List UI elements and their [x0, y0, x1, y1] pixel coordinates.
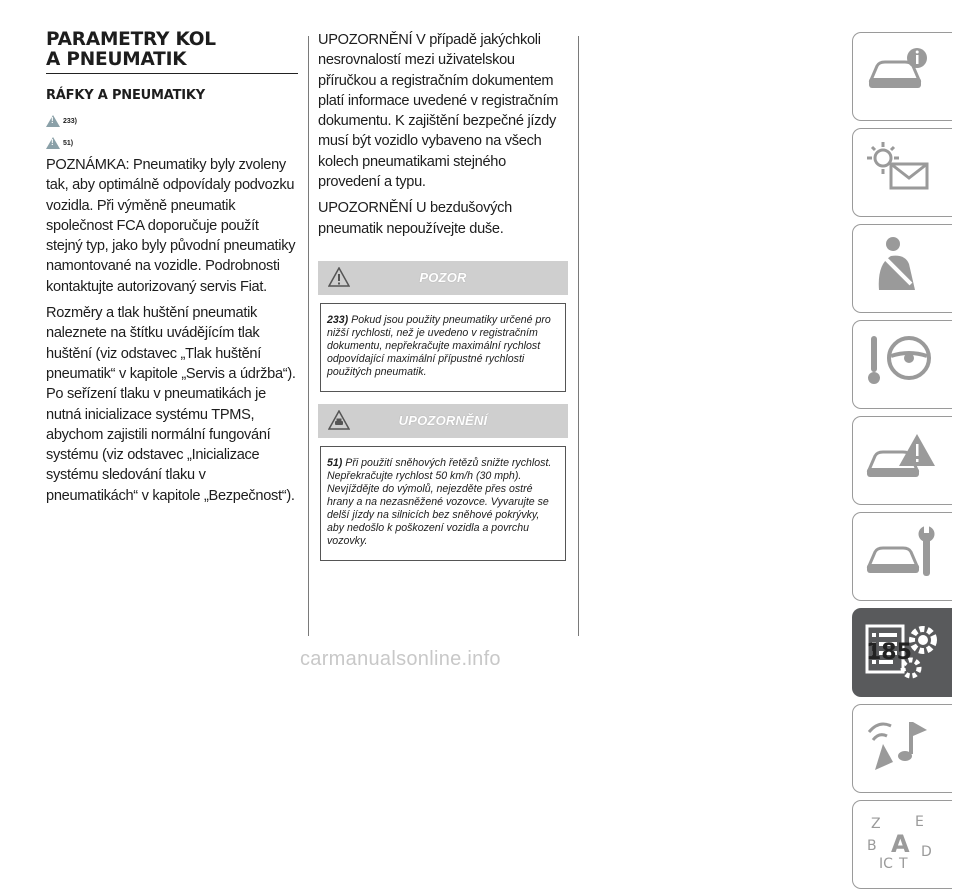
- warning-icon: [328, 267, 350, 287]
- warning-box-body: [320, 303, 566, 392]
- caution-reference[interactable]: [46, 129, 298, 149]
- left-column: [46, 30, 298, 506]
- tab-index[interactable]: [852, 800, 952, 889]
- section-title: [46, 30, 298, 74]
- subsection-title: RÁFKY A PNEUMATIKY: [46, 88, 205, 103]
- warning-number: 233): [327, 313, 349, 326]
- caution-reference-number: 51): [63, 140, 74, 147]
- multimedia-note-icon: [865, 714, 935, 774]
- caution-triangle-icon: [46, 137, 60, 149]
- caution-text: Při použití sněhových řetězů snižte rychlost. Nepřekračujte rychlost 50 km/h (30 mph). Nevjíždějte do výmolů, nejezděte přes ostré hrany a na nezasněžené vozovce. Vyvarujte se delší jízdy na silnicích bez sněhové pokrývky, aby nedošlo k poškození vozidla a povrchu vozovky.: [327, 456, 552, 547]
- chapter-tabs: [852, 32, 960, 896]
- svg-text:B: B: [867, 838, 877, 854]
- column-divider-right: [578, 36, 579, 636]
- warning-text: Pokud jsou použity pneumatiky určené pro nižší rychlosti, než je uvedeno v registračním dokumentu, nepřekračujte maximální rychlost odpovídající maximální přípustné rychlosti použitých pneumatik.: [327, 313, 551, 378]
- car-breakdown-icon: [865, 426, 935, 486]
- caution-box-body: [320, 446, 566, 561]
- caution-box-title: UPOZORNĚNÍ: [398, 413, 488, 429]
- tab-safety[interactable]: [852, 224, 952, 313]
- warning-box-header: [318, 261, 568, 295]
- svg-text:D: D: [921, 844, 932, 860]
- tab-emergency[interactable]: [852, 416, 952, 505]
- tab-multimedia[interactable]: [852, 704, 952, 793]
- warning-reference-number: 233): [63, 118, 78, 125]
- svg-text:E: E: [915, 814, 924, 830]
- right-column: [318, 30, 568, 561]
- warning-triangle-icon: [46, 115, 60, 127]
- caution-box-header: [318, 404, 568, 438]
- caution-number: 51): [327, 456, 343, 469]
- svg-text:IC: IC: [879, 856, 893, 870]
- svg-text:T: T: [899, 856, 908, 870]
- watermark: carmanualsonline.info: [300, 648, 501, 670]
- car-info-icon: [865, 42, 935, 102]
- key-steering-wheel-icon: [865, 330, 935, 390]
- page-number: 185: [866, 640, 912, 665]
- section-title-line1: PARAMETRY KOL: [46, 29, 216, 50]
- warning-box-title: POZOR: [419, 270, 467, 286]
- column-divider: [308, 36, 309, 636]
- seatbelt-person-icon: [865, 234, 935, 294]
- tubeless-note-paragraph: UPOZORNĚNÍ U bezdušových pneumatik nepoužívejte duše.: [318, 200, 512, 237]
- tab-car-info[interactable]: [852, 32, 952, 121]
- tab-maintenance[interactable]: [852, 512, 952, 601]
- car-caution-icon: [328, 410, 350, 430]
- svg-text:Z: Z: [871, 816, 881, 832]
- svg-text:A: A: [891, 830, 910, 858]
- section-title-line2: A PNEUMATIK: [46, 49, 187, 70]
- car-wrench-icon: [865, 522, 935, 582]
- registration-note-paragraph: UPOZORNĚNÍ V případě jakýchkoli nesrovnalostí mezi uživatelskou příručkou a registračním dokumentem platí informace uvedené v registračním dokumentu. K zajištění bezpečné jízdy musí být vozidlo vybaveno na všech kolech pneumatikami stejného provedení a typu.: [318, 32, 559, 191]
- alphabet-index-icon: [865, 810, 935, 870]
- note-paragraph: POZNÁMKA: Pneumatiky byly zvoleny tak, aby optimálně odpovídaly podvozku vozidla. Při výměně pneumatik společnost FCA doporučuje použít stejný typ, jako byly původní pneumatiky namontované na vozidle. Podrobnosti kontaktujte autorizovaný servis Fiat.: [46, 157, 296, 295]
- tab-dashboard-lights[interactable]: [852, 128, 952, 217]
- warning-lights-envelope-icon: [865, 138, 935, 198]
- tab-starting-driving[interactable]: [852, 320, 952, 409]
- tire-pressure-paragraph: Rozměry a tlak huštění pneumatik naleznete na štítku uvádějícím tlak huštění (viz odstavec „Tlak huštění pneumatik“ v kapitole „Servis a údržba“). Po seřízení tlaku v pneumatikách je nutná inicializace systému TPMS, abychom zajistili normální fungování systému (viz odstavec „Inicializace systému sledování tlaku v pneumatikách“ v kapitole „Bezpečnost“).: [46, 305, 296, 504]
- warning-reference[interactable]: [46, 107, 298, 127]
